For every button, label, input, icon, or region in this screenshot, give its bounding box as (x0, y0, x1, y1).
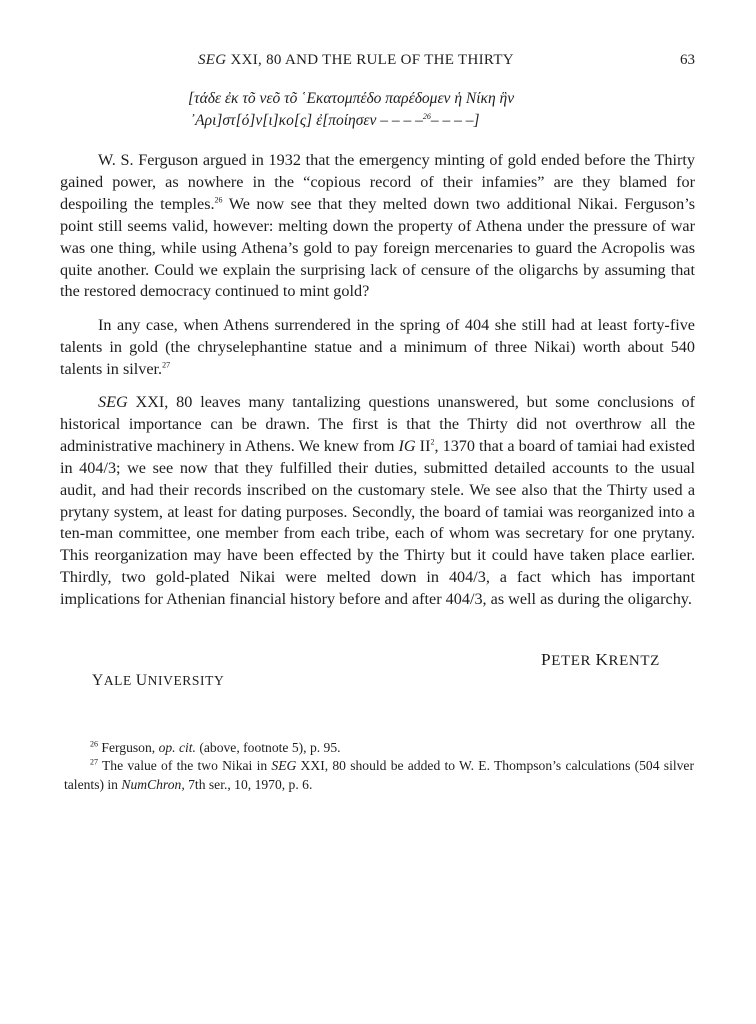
page-number: 63 (680, 52, 695, 68)
header-seg: SEG (198, 52, 227, 68)
paragraph-conclusions-a: XXI, 80 leaves many tantalizing questions unanswered, but some conclusions of historical importance can be drawn. The first is that the Thirty did not overthrow all the administrative machinery in Athens. We knew from (60, 393, 695, 455)
inscription-line-2-sup: 26 (422, 112, 431, 121)
inscription-line-2-end: – – – –] (430, 112, 480, 130)
footnote-27-number: 27 (90, 757, 98, 767)
inscription-line-2 (190, 112, 480, 130)
header-title-text: XXI, 80 AND THE RULE OF THE THIRTY (226, 52, 514, 68)
author-affiliation: YALE UNIVERSITY (92, 672, 225, 689)
inscription-line-2-text: ᾿Αρι]στ[ό]ν[ι]κο[ς] ἐ[ποίησεν – – – – (190, 112, 423, 130)
paragraph-ferguson-a: W. S. Ferguson argued in 1932 that the emergency minting of gold ended before the Thirty gained power, as nowhere in the “copious record of their infamies” are they blamed for despoiling the temples. (60, 151, 695, 213)
footnote-ref-27[interactable]: 27 (162, 360, 171, 370)
paragraph-ferguson-b: We now see that they melted down two additional Nikai. Ferguson’s point still seems valid, however: melting down the property of Athena under the pressure of war was one thing, while using Athena’s gold to pay foreign mercenaries to guard the Acropolis was quite another. Could we explain the surprising lack of censure of the oligarchs by assuming that the restored democracy continued to mint gold? (60, 194, 695, 301)
footnote-27: $^{27}$ The value of the two Nikai in SEG XXI, 80 should be added to W. E. Thompson’s calculations (504 silver talents) in NumChron, 7th ser., 10, 1970, p. 6. (64, 757, 694, 792)
paragraph-surrender-text: In any case, when Athens surrendered in the spring of 404 she still had at least forty-five talents in gold (the chryselephantine statue and a minimum of three Nikai) worth about 540 talents in silver. (60, 316, 695, 378)
footnote-ref-26[interactable]: 26 (214, 195, 223, 205)
footnote-26-number: 26 (90, 739, 98, 749)
paragraph-ferguson (60, 150, 695, 303)
inscription-line-1: [τάδε ἐκ τõ νεõ τõ ῾Εκατομπέδο παρέδομεν ἡ Νίκη ἣν (188, 90, 515, 107)
footnote-26: $^{26}$ Ferguson, op. cit. (above, footnote 5), p. 95. (90, 739, 341, 755)
paragraph-conclusions-seg: SEG (98, 393, 128, 411)
paragraph-surrender (60, 315, 695, 381)
paragraph-conclusions (60, 392, 695, 611)
author-name: PETER KRENTZ (541, 650, 660, 669)
running-header (198, 52, 514, 69)
paragraph-conclusions-ig: IG (398, 436, 416, 455)
paragraph-conclusions-c: , 1370 that a board of tamiai had existed in 404/3; we see now that they fulfilled their duties, submitted detailed accounts to the usual audit, and had their records inscribed on the customary stele. We see also that the Thirty used a prytany system, at least for dating purposes. Secondly, the board of tamiai was reorganized into a ten-man committee, one member from each tribe, each of whom was secretary for one prytany. This reorganization may have been effected by the Thirty but it could have taken place earlier. Thirdly, two gold-plated Nikai were melted down in 404/3, a fact which has important implications for Athenian financial history before and after 404/3, as well as during the oligarchy. (60, 436, 696, 609)
paragraph-conclusions-sup: 2 (430, 437, 435, 447)
paragraph-conclusions-b: II (415, 436, 431, 455)
